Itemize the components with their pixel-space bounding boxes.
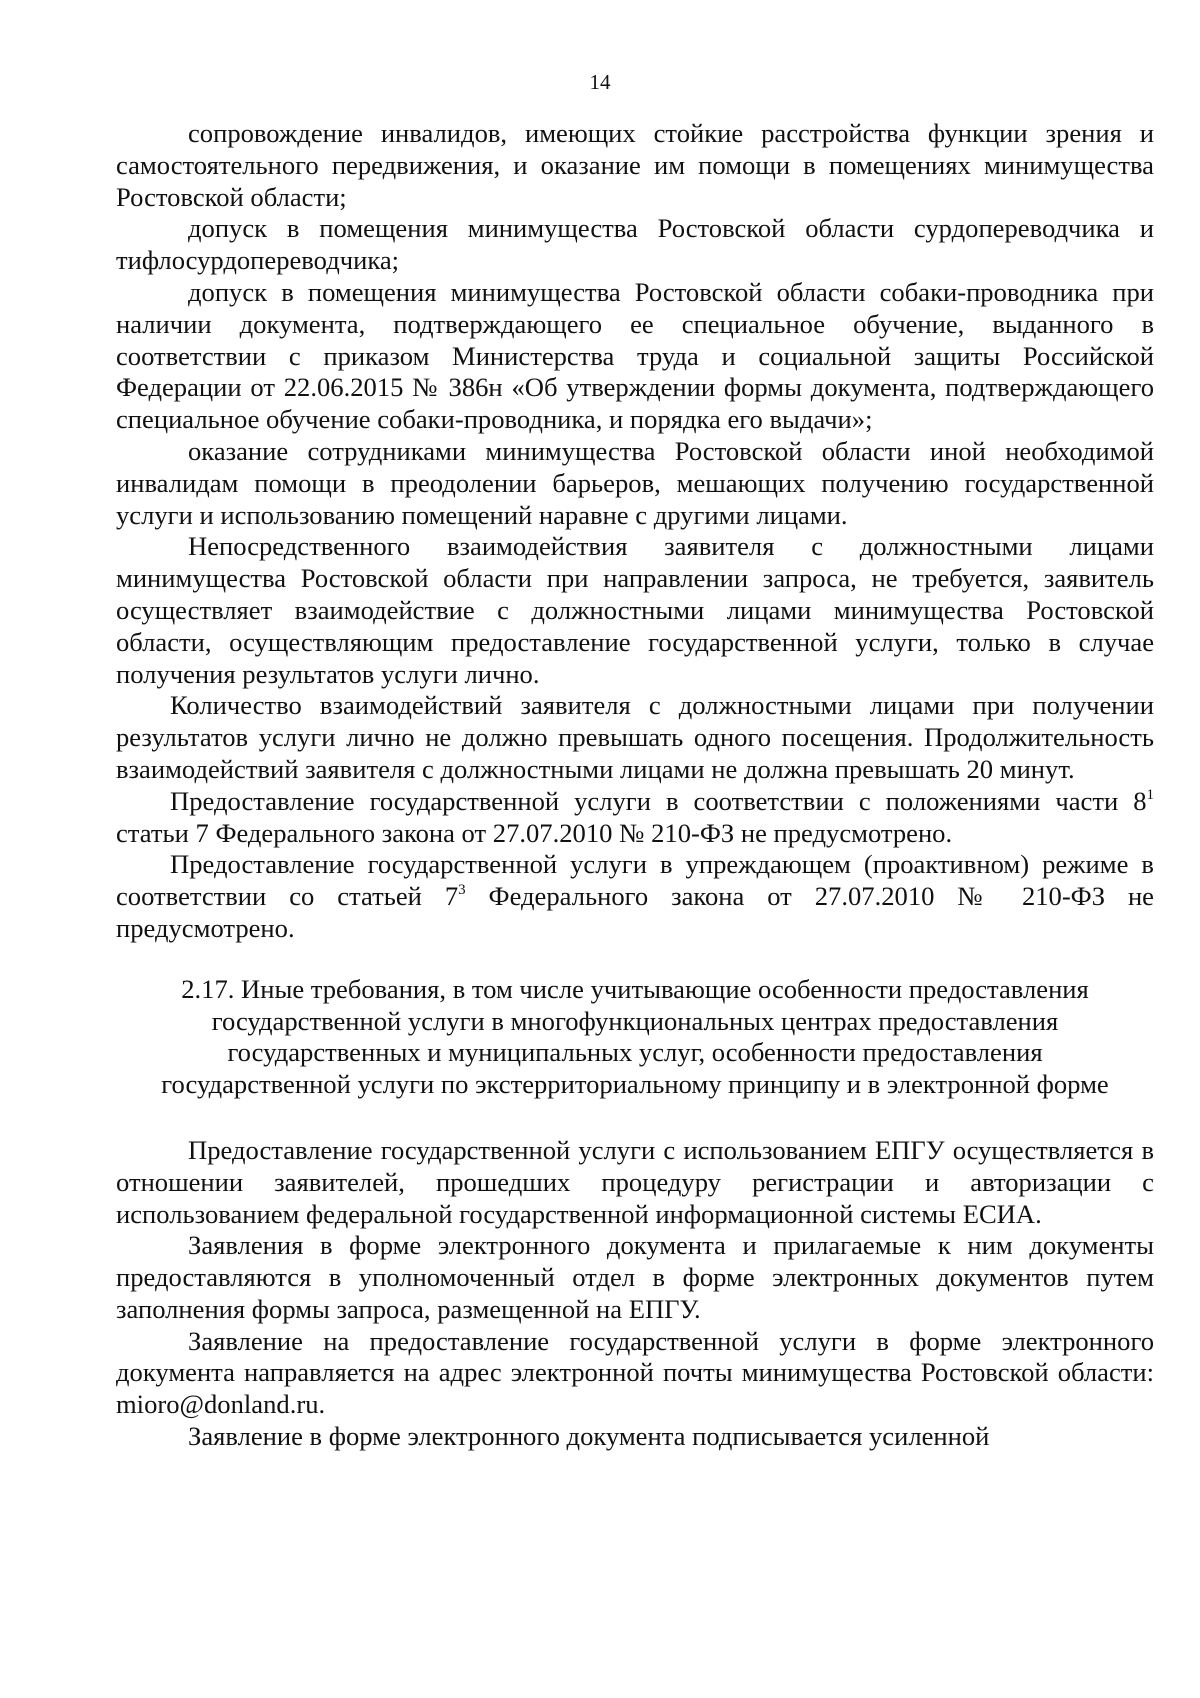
paragraph-interaction-count: Количество взаимодействий заявителя с должностными лицами при получении результатов услуги лично не должно превышать одного посещения. Продолжительность взаимодействий заявителя с должностными лицами не должна превышать 20 минут.: [116, 690, 1154, 784]
proactive-text-after: Федерального закона от 27.07.2010 № 210-ФЗ не предусмотрено.: [116, 881, 1154, 943]
part8-text-after: статьи 7 Федерального закона от 27.07.2010 № 210-ФЗ не предусмотрено.: [116, 817, 953, 848]
page-number: 14: [589, 70, 611, 94]
paragraph-sign-interpreter-access: допуск в помещения минимущества Ростовской области сурдопереводчика и тифлосурдопереводчика;: [116, 213, 1154, 276]
proactive-superscript: 3: [458, 882, 466, 899]
section-heading-2-17: [116, 974, 1154, 1101]
proactive-text-before: Предоставление государственной услуги в упреждающем (проактивном) режиме в соответствии со статьей 7: [116, 849, 1154, 912]
paragraph-part8-article7: [116, 786, 1154, 850]
paragraph-staff-assistance: оказание сотрудниками минимущества Ростовской области иной необходимой инвалидам помощи в преодолении барьеров, мешающих получению государственной услуги и использованию помещений наравне с другими лицами.: [116, 435, 1154, 530]
part8-superscript: 1: [1146, 786, 1154, 803]
paragraph-escort-disabled: сопровождение инвалидов, имеющих стойкие расстройства функции зрения и самостоятельного передвижения, и оказание им помощи в помещениях минимущества Ростовской области;: [116, 118, 1154, 212]
section-heading-line: государственной услуги по экстерриториальному принципу и в электронной форме: [161, 1069, 1109, 1100]
section-heading-line: 2.17. Иные требования, в том числе учитывающие особенности предоставления: [181, 973, 1089, 1004]
paragraph-guide-dog-access: допуск в помещения минимущества Ростовской области собаки-проводника при наличии документа, подтверждающего ее специальное обучение, выданного в соответствии с приказом Министерства труда и социальной защиты Российской Федерации от 22.06.2015 № 386н «Об утверждении формы документа, подтверждающего специальное обучение собаки-проводника, и порядка его выдачи»;: [116, 276, 1154, 435]
paragraph-epgu-registration: Предоставление государственной услуги с использованием ЕПГУ осуществляется в отношении заявителей, прошедших процедуру регистрации и авторизации с использованием федеральной государственной информационной системы ЕСИА.: [116, 1134, 1154, 1229]
paragraph-proactive-mode: [116, 849, 1154, 944]
paragraph-electronic-submission: Заявления в форме электронного документа и прилагаемые к ним документы предоставляются в уполномоченный отдел в форме электронных документов путем заполнения формы запроса, размещенной на ЕПГУ.: [116, 1230, 1154, 1324]
part8-text-before: Предоставление государственной услуги в соответствии с положениями части 8: [170, 785, 1147, 816]
paragraph-email-submission: Заявление на предоставление государственной услуги в форме электронного документа направляется на адрес электронной почты минимущества Ростовской области: mioro@donland.ru.: [116, 1325, 1154, 1420]
document-body: [116, 118, 1154, 1453]
paragraph-signature: Заявление в форме электронного документа подписывается усиленной: [188, 1421, 990, 1452]
section-heading-line: государственных и муниципальных услуг, особенности предоставления: [227, 1037, 1043, 1068]
section-heading-line: государственной услуги в многофункциональных центрах предоставления: [211, 1005, 1059, 1036]
paragraph-no-direct-interaction: Непосредственного взаимодействия заявителя с должностными лицами минимущества Ростовской области при направлении запроса, не требуется, заявитель осуществляет взаимодействие с должностными лицами минимущества Ростовской области, осуществляющим предоставление государственной услуги, только в случае получения результатов услуги лично.: [116, 531, 1154, 689]
